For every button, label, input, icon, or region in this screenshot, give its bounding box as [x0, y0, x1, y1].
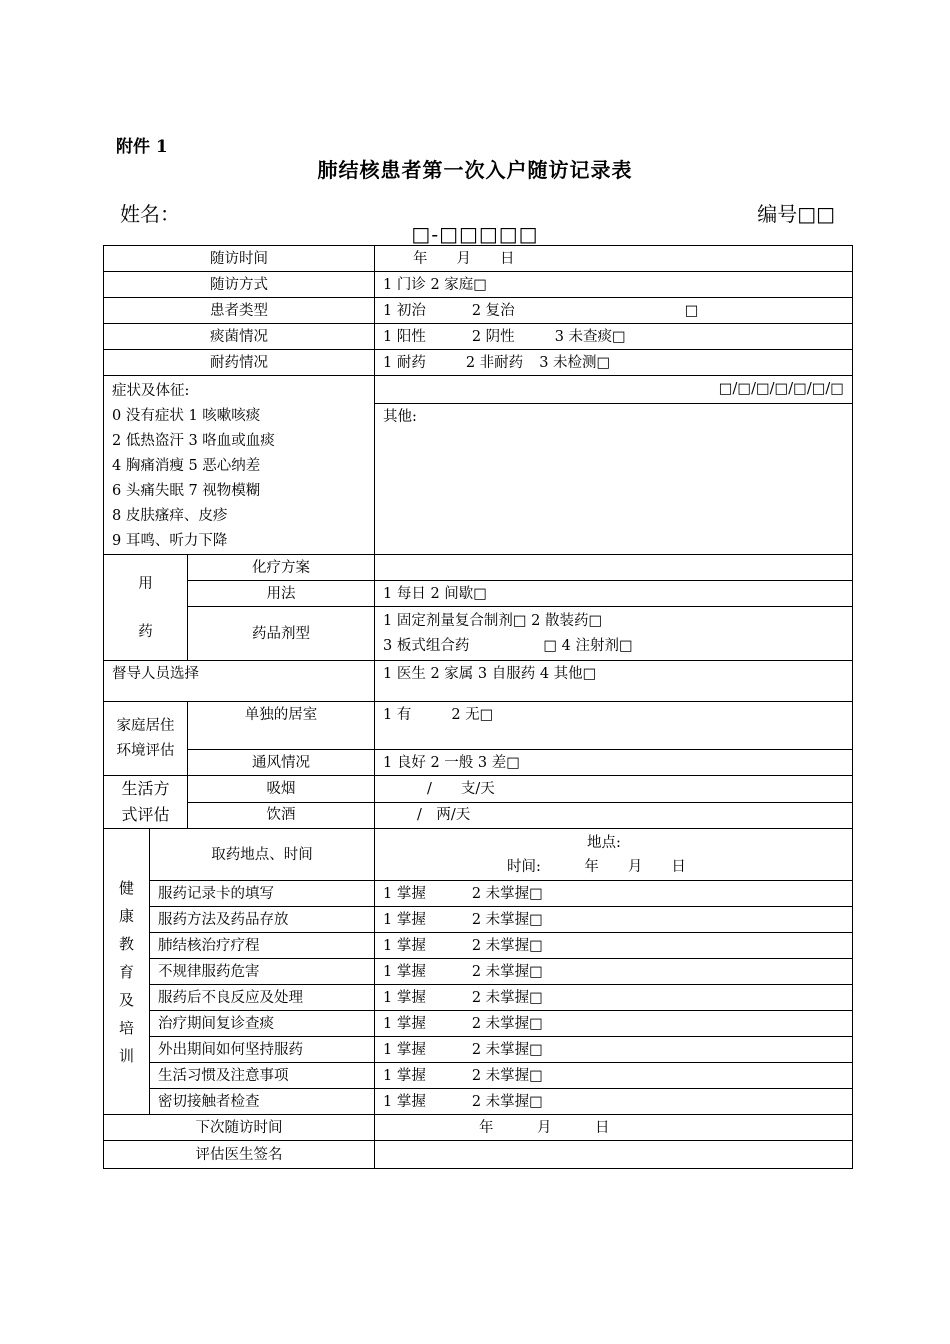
table-row: [104, 959, 853, 985]
table-row: [104, 933, 853, 959]
row-symptoms: [104, 376, 853, 404]
resistance-option-2: 2 非耐药: [465, 354, 524, 371]
single-room-label: 单独的居室: [188, 702, 375, 750]
table-row: [104, 1011, 853, 1037]
option-not-mastered: 2 未掌握□: [471, 1041, 543, 1058]
row-drinking: [104, 802, 853, 829]
symptom-item: 9 耳鸣、听力下降: [112, 533, 228, 549]
education-group-char: 教: [118, 934, 134, 953]
visit-time-label: 随访时间: [104, 246, 375, 272]
row-ventilation: [104, 750, 853, 776]
education-item-label: 服药方法及药品存放: [150, 907, 375, 933]
resistance-field[interactable]: [375, 350, 853, 376]
pickup-place: 地点:: [587, 834, 621, 851]
dosage-form-field[interactable]: [375, 607, 853, 661]
dosage-form-option: 3 板式组合药: [383, 637, 470, 654]
option-not-mastered: 2 未掌握□: [471, 1015, 543, 1032]
option-mastered: 1 掌握: [383, 989, 426, 1006]
visit-method-label: 随访方式: [104, 272, 375, 298]
education-item-label: 密切接触者检查: [150, 1089, 375, 1115]
sputum-option-3: 3 未查痰□: [554, 328, 626, 345]
lifestyle-group-label: [104, 776, 188, 829]
education-group-char: 培: [118, 1018, 134, 1037]
table-row: [104, 1063, 853, 1089]
visit-time-field[interactable]: 年 月 日: [375, 246, 853, 272]
row-chemo-plan: [104, 555, 853, 581]
usage-label: 用法: [188, 581, 375, 607]
education-item-field[interactable]: [375, 933, 853, 959]
symptom-item: 0 没有症状 1 咳嗽咳痰: [112, 408, 261, 424]
medication-group-char: 药: [138, 623, 153, 640]
row-smoking: [104, 776, 853, 803]
record-code-label: 编号□□: [757, 202, 835, 226]
education-item-field[interactable]: [375, 1089, 853, 1115]
patient-name-label: 姓名：: [120, 202, 180, 226]
sputum-option-1: 1 阳性: [383, 328, 426, 345]
row-pickup: [104, 829, 853, 881]
lifestyle-group-line: 生活方: [121, 779, 170, 798]
education-group-label: [104, 829, 150, 1115]
option-not-mastered: 2 未掌握□: [471, 1093, 543, 1110]
patient-type-option-2: 2 复治: [471, 302, 515, 319]
table-row: [104, 1037, 853, 1063]
option-not-mastered: 2 未掌握□: [471, 989, 543, 1006]
smoking-label: 吸烟: [188, 776, 375, 803]
resistance-option-3: 3 未检测□: [539, 354, 611, 371]
row-usage: [104, 581, 853, 607]
medication-group-label: [104, 555, 188, 661]
page-title: 肺结核患者第一次入户随访记录表: [317, 158, 633, 182]
visit-method-field[interactable]: 1 门诊 2 家庭□: [375, 272, 853, 298]
followup-record-table: [103, 245, 853, 1169]
symptom-item: 8 皮肤瘙痒、皮疹: [112, 508, 228, 524]
signature-field[interactable]: [375, 1141, 853, 1169]
education-item-field[interactable]: [375, 959, 853, 985]
row-patient-type: [104, 298, 853, 324]
home-group-line: 环境评估: [116, 742, 175, 759]
symptoms-checkboxes[interactable]: □/□/□/□/□/□/□: [375, 376, 853, 404]
education-group-char: 育: [118, 962, 134, 981]
education-item-label: 外出期间如何坚持服药: [150, 1037, 375, 1063]
ventilation-label: 通风情况: [188, 750, 375, 776]
patient-type-label: 患者类型: [104, 298, 375, 324]
education-item-label: 服药记录卡的填写: [150, 881, 375, 907]
patient-type-checkbox[interactable]: □: [684, 302, 699, 319]
education-item-label: 生活习惯及注意事项: [150, 1063, 375, 1089]
sputum-field[interactable]: [375, 324, 853, 350]
option-mastered: 1 掌握: [383, 1067, 426, 1084]
row-resistance: [104, 350, 853, 376]
row-signature: [104, 1141, 853, 1169]
symptom-item: 4 胸痛消瘦 5 恶心纳差: [112, 458, 261, 474]
smoking-field[interactable]: / 支/天: [375, 776, 853, 803]
option-not-mastered: 2 未掌握□: [471, 937, 543, 954]
row-dosage-form: [104, 607, 853, 661]
symptom-item: 2 低热盗汗 3 咯血或血痰: [112, 433, 275, 449]
next-visit-field[interactable]: 年 月 日: [375, 1115, 853, 1141]
education-group-char: 康: [118, 906, 134, 925]
resistance-label: 耐药情况: [104, 350, 375, 376]
row-next-visit: [104, 1115, 853, 1141]
single-room-option-1: 1 有: [383, 707, 412, 723]
row-single-room: [104, 702, 853, 750]
sputum-label: 痰菌情况: [104, 324, 375, 350]
sputum-option-2: 2 阴性: [471, 328, 515, 345]
education-group-char: 训: [118, 1046, 134, 1065]
ventilation-field[interactable]: 1 良好 2 一般 3 差□: [375, 750, 853, 776]
usage-field[interactable]: 1 每日 2 间歇□: [375, 581, 853, 607]
option-mastered: 1 掌握: [383, 963, 426, 980]
dosage-form-line: 1 固定剂量复合制剂□ 2 散装药□: [383, 612, 603, 629]
option-mastered: 1 掌握: [383, 911, 426, 928]
education-item-label: 不规律服药危害: [150, 959, 375, 985]
medication-group-char: 用: [138, 575, 153, 592]
option-mastered: 1 掌握: [383, 1015, 426, 1032]
lifestyle-group-line: 式评估: [121, 805, 170, 824]
education-item-field[interactable]: [375, 1063, 853, 1089]
symptom-item: 6 头痛失眠 7 视物模糊: [112, 483, 261, 499]
row-supervisor: [104, 661, 853, 702]
option-not-mastered: 2 未掌握□: [471, 885, 543, 902]
patient-type-option-1: 1 初治: [383, 302, 426, 319]
education-item-field[interactable]: [375, 1037, 853, 1063]
patient-type-field[interactable]: [375, 298, 853, 324]
home-group-label: [104, 702, 188, 776]
pickup-time: 时间: 年 月 日: [507, 858, 686, 875]
symptoms-heading: 症状及体征:: [112, 383, 190, 399]
supervisor-label: 督导人员选择: [104, 661, 375, 702]
resistance-option-1: 1 耐药: [383, 354, 426, 371]
option-mastered: 1 掌握: [383, 1041, 426, 1058]
drinking-label: 饮酒: [188, 802, 375, 829]
single-room-field[interactable]: [375, 702, 853, 750]
education-item-field[interactable]: [375, 881, 853, 907]
dosage-form-label: 药品剂型: [188, 607, 375, 661]
chemo-plan-label: 化疗方案: [188, 555, 375, 581]
symptoms-other-field[interactable]: 其他:: [375, 403, 853, 554]
attachment-label: 附件 1: [116, 137, 168, 157]
education-item-field[interactable]: [375, 907, 853, 933]
pickup-field[interactable]: [375, 829, 853, 881]
single-room-option-2: 2 无□: [451, 707, 494, 723]
option-not-mastered: 2 未掌握□: [471, 911, 543, 928]
education-item-label: 治疗期间复诊查痰: [150, 1011, 375, 1037]
table-row: [104, 907, 853, 933]
symptoms-list: [104, 376, 375, 555]
chemo-plan-field[interactable]: [375, 555, 853, 581]
education-group-char: 健: [118, 878, 134, 897]
education-item-label: 肺结核治疗疗程: [150, 933, 375, 959]
home-group-line: 家庭居住: [116, 717, 175, 734]
drinking-field[interactable]: / 两/天: [375, 802, 853, 829]
row-sputum: [104, 324, 853, 350]
pickup-label: 取药地点、时间: [150, 829, 375, 881]
table-row: [104, 1089, 853, 1115]
dosage-form-option: □ 4 注射剂□: [543, 637, 633, 654]
option-mastered: 1 掌握: [383, 1093, 426, 1110]
option-mastered: 1 掌握: [383, 885, 426, 902]
education-item-field[interactable]: [375, 1011, 853, 1037]
education-group-char: 及: [118, 990, 134, 1009]
table-row: [104, 985, 853, 1011]
education-item-field[interactable]: [375, 985, 853, 1011]
next-visit-label: 下次随访时间: [104, 1115, 375, 1141]
table-row: [104, 881, 853, 907]
option-mastered: 1 掌握: [383, 937, 426, 954]
education-item-label: 服药后不良反应及处理: [150, 985, 375, 1011]
row-visit-method: [104, 272, 853, 298]
option-not-mastered: 2 未掌握□: [471, 963, 543, 980]
record-code-boxes: □-□□□□□: [411, 222, 539, 246]
supervisor-field[interactable]: 1 医生 2 家属 3 自服药 4 其他□: [375, 661, 853, 702]
row-visit-time: [104, 246, 853, 272]
option-not-mastered: 2 未掌握□: [471, 1067, 543, 1084]
signature-label: 评估医生签名: [104, 1141, 375, 1169]
